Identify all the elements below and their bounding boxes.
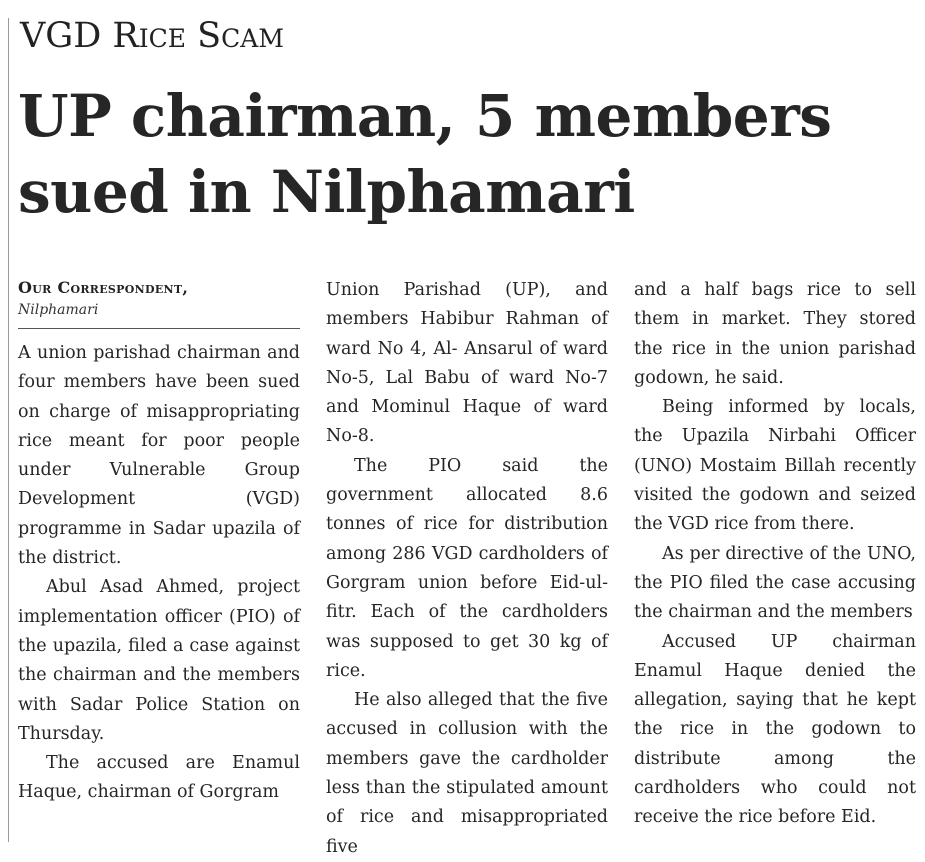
story-kicker: VGD Rice Scam xyxy=(20,16,284,56)
story-headline: UP chairman, 5 members sued in Nilphamari xyxy=(18,82,832,226)
paragraph: The PIO said the government allocated 8.6 tonnes of rice for distribution among 286 VGD cardholders of Gorgram union before Eid-ul- fitr. Each of the cardholders was supposed to get 30 kg of rice. xyxy=(326,455,608,681)
byline-divider xyxy=(18,328,300,329)
left-column-rule xyxy=(8,18,9,842)
byline: Our Correspondent, xyxy=(18,278,189,297)
paragraph: Being informed by locals, the Upazila Nirbahi Officer (UNO) Mostaim Billah recently visited the godown and seized the VGD rice from there. xyxy=(634,397,916,535)
article-column-1 xyxy=(18,276,300,808)
paragraph: He also alleged that the five accused in collusion with the members gave the cardholder less than the stipulated amount of rice and misappropriated five xyxy=(326,690,608,857)
paragraph: As per directive of the UNO, the PIO filed the case accusing the chairman and the members xyxy=(634,543,916,623)
paragraph: Abul Asad Ahmed, project implementation officer (PIO) of the upazila, filed a case against the chairman and the members with Sadar Police Station on Thursday. xyxy=(18,577,300,744)
article-body xyxy=(18,276,916,857)
dateline: Nilphamari xyxy=(18,302,99,318)
paragraph: and a half bags rice to sell them in market. They stored the rice in the union parishad godown, he said. xyxy=(634,280,916,388)
paragraph: Accused UP chairman Enamul Haque denied the allegation, saying that he kept the rice in the godown to distribute among the cardholders who could not receive the rice before Eid. xyxy=(634,631,916,828)
paragraph: The accused are Enamul Haque, chairman of Gorgram xyxy=(18,753,300,803)
article-column-3 xyxy=(634,276,916,833)
paragraph: Union Parishad (UP), and members Habibur Rahman of ward No 4, Al- Ansarul of ward No-5, Lal Babu of ward No-7 and Mominul Haque of ward No-8. xyxy=(326,280,608,447)
paragraph: A union parishad chairman and four members have been sued on charge of misappropriating rice meant for poor people under Vulnerable Group Development (VGD) programme in Sadar upazila of the district. xyxy=(18,343,300,569)
article-column-2 xyxy=(326,276,608,862)
